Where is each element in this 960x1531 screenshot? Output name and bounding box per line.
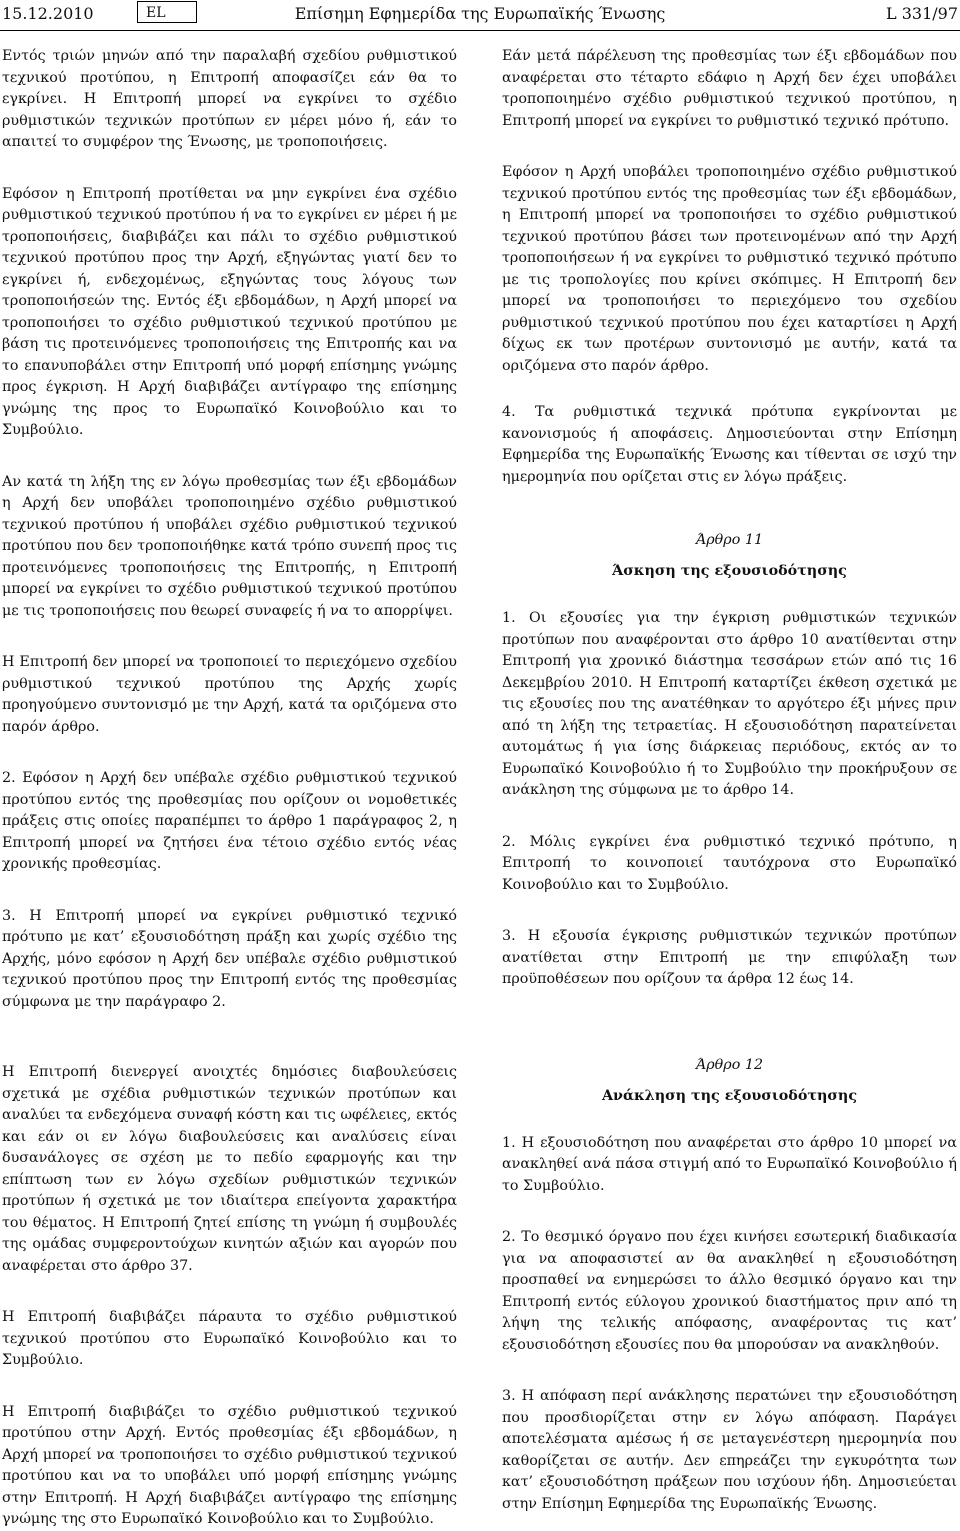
paragraph: Εάν μετά πάρέλευση της προθεσμίας των έξι εβδομάδων που αναφέρεται στο τέταρτο εδάφιο η Αρχή δεν έχει υποβάλει τροποποιημένο σχέδιο ρυθμιστικού τεχνικού προτύπου, η Επιτροπή μπορεί να εγκρίνει το ρυθμιστικό τεχνικό πρότυπο. [502,48,957,129]
paragraph: 4. Τα ρυθμιστικά τεχνικά πρότυπα εγκρίνονται με κανονισμούς ή αποφάσεις. Δημοσιεύονται στην Επίσημη Εφημερίδα της Ευρωπαϊκής Ένωσης και τίθενται σε ισχύ την ημερομηνία που ορίζεται στις εν λόγω πράξεις. [502,404,957,485]
article-12-heading: Άρθρο 12 [695,1056,764,1073]
paragraph: 2. Μόλις εγκρίνει ένα ρυθμιστικό τεχνικό πρότυπο, η Επιτροπή το κοινοποιεί ταυτόχρονα στο Ευρωπαϊκό Κοινοβούλιο και το Συμβούλιο. [502,833,957,893]
paragraph: Η Επιτροπή διενεργεί ανοιχτές δημόσιες διαβουλεύσεις σχετικά με σχέδια ρυθμιστικών τεχνικών προτύπων και αναλύει τα ενδεχόμενα συναφή κόστη και τις ωφέλειες, εκτός και εάν οι εν λόγω διαβουλεύσεις και αναλύσεις είναι δυσανάλογες σε σχέση με το πεδίο εφαρμογής και την επίπτωση των εν λόγω σχεδίων ρυθμιστικών τεχνικών προτύπων ή σχετικά με τον ιδιαίτερα επείγοντα χαρακτήρα του θέματος. Η Επιτροπή ζητεί επίσης τη γνώμη ή συμβουλές της ομάδας συμφεροντούχων κινητών αξιών και αγορών που αναφέρεται στο άρθρο 37. [2,1064,457,1274]
article-11-heading: Άρθρο 11 [695,532,764,548]
header-rule [0,30,960,31]
paragraph: Εφόσον η Επιτροπή προτίθεται να μην εγκρίνει ένα σχέδιο ρυθμιστικού τεχνικού προτύπου ή να το εγκρίνει εν μέρει ή με τροποποιήσεις, διαβιβάζει και πάλι το σχέδιο ρυθμιστικού τεχνικού προτύπου προς την Αρχή, εξηγώντας γιατί δεν το εγκρίνει ή, ενδεχομένως, εξηγώντας τους λόγους των τροποποιήσεών της. Εντός έξι εβδομάδων, η Αρχή μπορεί να τροποποιήσει το σχέδιο ρυθμιστικού τεχνικού προτύπου με βάση τις προτεινόμενες τροποποιήσεις της Επιτροπής και να το επανυποβάλει στην Επιτροπή υπό μορφή επίσημης γνώμης προς έγκριση. Η Αρχή διαβιβάζει αντίγραφο της επίσημης γνώμης της προς το Ευρωπαϊκό Κοινοβούλιο και το Συμβούλιο. [2,185,457,438]
publication-date: 15.12.2010 [2,4,94,23]
left-column [2,46,457,1531]
paragraph: 2. Το θεσμικό όργανο που έχει κινήσει εσωτερική διαδικασία για να αποφασιστεί αν θα ανακληθεί η εξουσιοδότηση προσπαθεί να ενημερώσει το άλλο θεσμικό όργανο και την Επιτροπή εντός εύλογου χρονικού διαστήματος πριν από τη λήψη της τελικής απόφασης, αναφέροντας τις κατ’ εξουσιοδότηση εξουσίες που θα μπορούσαν να ανακληθούν. [502,1229,957,1353]
paragraph: 3. Η Επιτροπή μπορεί να εγκρίνει ρυθμιστικό τεχνικό πρότυπο με κατ’ εξουσιοδότηση πράξη και χωρίς σχέδιο της Αρχής, μόνο εφόσον η Αρχή δεν υπέβαλε σχέδιο ρυθμιστικού τεχνικού προτύπου προς την Επιτροπή εντός της προθεσμίας σύμφωνα με την παράγραφο 2. [2,907,457,1010]
language-code-box: EL [137,1,197,23]
paragraph: 1. Η εξουσιοδότηση που αναφέρεται στο άρθρο 10 μπορεί να ανακληθεί ανά πάσα στιγμή από το Ευρωπαϊκό Κοινοβούλιο ή το Συμβούλιο. [502,1134,957,1194]
journal-title: Επίσημη Εφημερίδα της Ευρωπαϊκής Ένωσης [294,4,666,23]
paragraph: 3. Η εξουσία έγκρισης ρυθμιστικών τεχνικών προτύπων ανατίθεται στην Επιτροπή με την επιφύλαξη των προϋποθέσεων που ορίζουν τα άρθρα 12 έως 14. [502,928,957,987]
page-header [0,0,960,30]
paragraph: Η Επιτροπή δεν μπορεί να τροποποιεί το περιεχόμενο σχεδίου ρυθμιστικού τεχνικού προτύπου της Αρχής χωρίς προηγούμενο συντονισμό με την Αρχή, κατά τα οριζόμενα στο παρόν άρθρο. [2,654,457,735]
right-column [502,46,957,1515]
paragraph: Αν κατά τη λήξη της εν λόγω προθεσμίας των έξι εβδομάδων η Αρχή δεν υποβάλει τροποποιημένο σχέδιο ρυθμιστικού τεχνικού προτύπου ή υποβάλει σχέδιο ρυθμιστικού τεχνικού προτύπου που δεν τροποποιήθηκε κατά τρόπο συνεπή προς τις προτεινόμενες τροποποιήσεις της Επιτροπής, η Επιτροπή μπορεί να εγκρίνει το σχέδιο ρυθμιστικού τεχνικού προτύπου με τις τροποποιήσεις που θεωρεί συναφείς ή να το απορρίψει. [2,473,457,619]
article-12-title: Ανάκληση της εξουσιοδότησης [601,1087,858,1104]
article-11-title: Άσκηση της εξουσιοδότησης [612,563,847,579]
paragraph: 3. Η απόφαση περί ανάκλησης περατώνει την εξουσιοδότηση που προσδιορίζεται στην εν λόγω απόφαση. Παράγει αποτελέσματα αμέσως ή σε μεταγενέστερη ημερομηνία που καθορίζεται σε αυτήν. Δεν επηρεάζει την εγκυρότητα των κατ’ εξουσιοδότηση πράξεων που ισχύουν ήδη. Δημοσιεύεται στην Επίσημη Εφημερίδα της Ευρωπαϊκής Ένωσης. [502,1388,957,1512]
paragraph: 1. Οι εξουσίες για την έγκριση ρυθμιστικών τεχνικών προτύπων που αναφέρονται στο άρθρο 10 ανατίθενται στην Επιτροπή για χρονικό διάστημα τεσσάρων ετών από τις 16 Δεκεμβρίου 2010. Η Επιτροπή καταρτίζει έκθεση σχετικά με τις εξουσίες που της ανατέθηκαν το αργότερο έξι μήνες πριν από τη λήξη της τετραετίας. Η εξουσιοδότηση παρατείνεται αυτομάτως ή για ίσης διάρκειας περιόδους, εκτός αν το Ευρωπαϊκό Κοινοβούλιο ή το Συμβούλιο την προκήρυξουν σε ανάκληση της σύμφωνα με το άρθρο 14. [502,610,957,798]
paragraph: Εντός τριών μηνών από την παραλαβή σχεδίου ρυθμιστικού τεχνικού προτύπου, η Επιτροπή αποφασίζει εάν θα το εγκρίνει. Η Επιτροπή μπορεί να εγκρίνει το σχέδιο ρυθμιστικών τεχνικών προτύπων εν μέρει μόνο ή, εάν το απαιτεί το συμφέρον της Ένωσης, με τροποποιήσεις. [2,48,457,150]
page-number: L 331/97 [886,4,958,23]
paragraph: Εφόσον η Αρχή υποβάλει τροποποιημένο σχέδιο ρυθμιστικού τεχνικού προτύπου εντός της προθεσμίας των έξι εβδομάδων, η Επιτροπή μπορεί να τροποποιήσει το σχέδιο ρυθμιστικού τεχνικού προτύπου βάσει των προτεινομένων από την Αρχή τροποποιήσεων ή να εγκρίνει το ρυθμιστικό τεχνικό πρότυπο με τις τροπολογίες που κρίνει σκόπιμες. Η Επιτροπή δεν μπορεί να τροποποιήσει το περιεχόμενο του σχεδίου ρυθμιστικού τεχνικού προτύπου που έχει καταρτίσει η Αρχή δίχως εκ των προτέρων συντονισμό με αυτήν, κατά τα οριζόμενα στο παρόν άρθρο. [502,164,957,374]
paragraph: 2. Εφόσον η Αρχή δεν υπέβαλε σχέδιο ρυθμιστικού τεχνικού προτύπου εντός της προθεσμίας που ορίζουν οι νομοθετικές πράξεις στις οποίες παραπέμπει το άρθρο 1 παράγραφος 2, η Επιτροπή μπορεί να ζητήσει ένα τέτοιο σχέδιο εντός νέας χρονικής προθεσμίας. [2,770,457,872]
paragraph: Η Επιτροπή διαβιβάζει πάραυτα το σχέδιο ρυθμιστικού τεχνικού προτύπου στο Ευρωπαϊκό Κοινοβούλιο και το Συμβούλιο. [2,1309,457,1368]
paragraph: Η Επιτροπή διαβιβάζει το σχέδιο ρυθμιστικού τεχνικού προτύπου στην Αρχή. Εντός προθεσμίας έξι εβδομάδων, η Αρχή μπορεί να τροποποιήσει το σχέδιο ρυθμιστικού τεχνικού προτύπου και να το υποβάλει υπό μορφή επίσημης γνώμης στην Επιτροπή. Η Αρχή διαβιβάζει αντίγραφο της επίσημης γνώμης της στο Ευρωπαϊκό Κοινοβούλιο και το Συμβούλιο. [2,1403,457,1527]
